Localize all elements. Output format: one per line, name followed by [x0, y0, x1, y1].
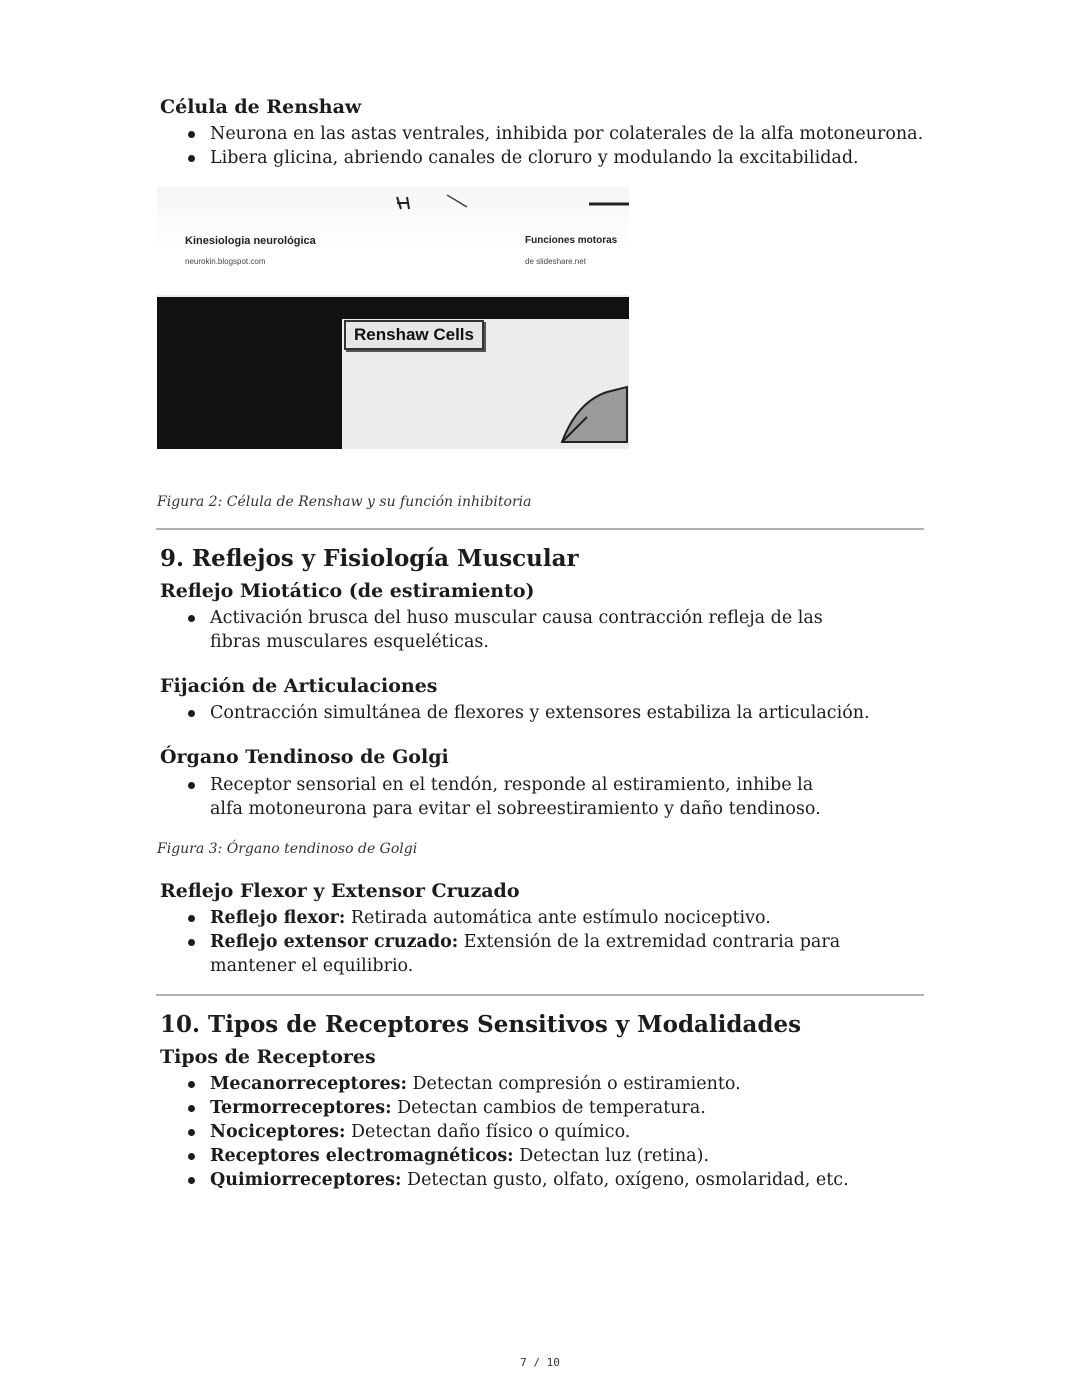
fijacion-list: [185, 701, 870, 725]
definition: Extensión de la extremidad contraria para mantener el equilibrio.: [210, 932, 841, 976]
figure-right-source: de slideshare.net: [525, 257, 586, 266]
definition: Retirada automática ante estímulo nociceptivo.: [345, 908, 771, 928]
list-item: Neurona en las astas ventrales, inhibida por colaterales de la alfa motoneurona.: [185, 122, 923, 146]
definition: Detectan gusto, olfato, oxígeno, osmolaridad, etc.: [401, 1170, 849, 1190]
term: Quimiorreceptores:: [210, 1170, 402, 1190]
figure-black-block: [157, 297, 342, 449]
list-item: [185, 906, 920, 930]
term: Nociceptores:: [210, 1122, 346, 1142]
definition: Detectan cambios de temperatura.: [391, 1098, 706, 1118]
figure2-caption: Figura 2: Célula de Renshaw y su función inhibitoria: [157, 494, 532, 510]
list-item: [185, 930, 920, 978]
definition: Detectan luz (retina).: [513, 1146, 710, 1166]
list-item: [185, 1168, 849, 1192]
list-item: Libera glicina, abriendo canales de cloruro y modulando la excitabilidad.: [185, 146, 923, 170]
miotatico-heading: Reflejo Miotático (de estiramiento): [160, 580, 535, 602]
figure3-caption: Figura 3: Órgano tendinoso de Golgi: [157, 841, 418, 857]
list-item: Receptor sensorial en el tendón, responde al estiramiento, inhibe la alfa motoneurona para evitar el sobreestiramiento y daño tendinoso.: [185, 773, 825, 821]
term: Mecanorreceptores:: [210, 1074, 407, 1094]
list-item: [185, 1072, 849, 1096]
term: Termorreceptores:: [210, 1098, 392, 1118]
list-item: [185, 1096, 849, 1120]
renshaw-figure: [157, 187, 629, 449]
cruzado-heading: Reflejo Flexor y Extensor Cruzado: [160, 880, 520, 902]
receptores-heading: Tipos de Receptores: [160, 1046, 376, 1068]
fijacion-heading: Fijación de Articulaciones: [160, 675, 438, 697]
miotatico-list: [185, 606, 865, 654]
figure-left-title: Kinesiologia neurológica: [185, 235, 316, 247]
figure-left-source: neurokin.blogspot.com: [185, 257, 266, 266]
figure-right-title: Funciones motoras: [525, 235, 618, 246]
receptores-list: [185, 1072, 849, 1192]
renshaw-heading: Célula de Renshaw: [160, 96, 362, 118]
golgi-heading: Órgano Tendinoso de Golgi: [160, 746, 449, 768]
list-item: Activación brusca del huso muscular causa contracción refleja de las fibras musculares esqueléticas.: [185, 606, 865, 654]
section9-title: 9. Reflejos y Fisiología Muscular: [160, 545, 579, 572]
section10-title: 10. Tipos de Receptores Sensitivos y Modalidades: [160, 1011, 802, 1038]
term: Receptores electromagnéticos:: [210, 1146, 514, 1166]
definition: Detectan compresión o estiramiento.: [406, 1074, 741, 1094]
cruzado-list: [185, 906, 920, 978]
renshaw-cells-label: Renshaw Cells: [344, 320, 484, 350]
section-divider: [156, 528, 924, 530]
section-divider: [156, 994, 924, 996]
page-number: 7 / 10: [520, 1356, 560, 1369]
term: Reflejo extensor cruzado:: [210, 932, 459, 952]
renshaw-list: [185, 122, 923, 170]
list-item: [185, 1120, 849, 1144]
list-item: [185, 1144, 849, 1168]
list-item: Contracción simultánea de flexores y extensores estabiliza la articulación.: [185, 701, 870, 725]
term: Reflejo flexor:: [210, 908, 346, 928]
definition: Detectan daño físico o químico.: [345, 1122, 631, 1142]
golgi-list: [185, 773, 825, 821]
